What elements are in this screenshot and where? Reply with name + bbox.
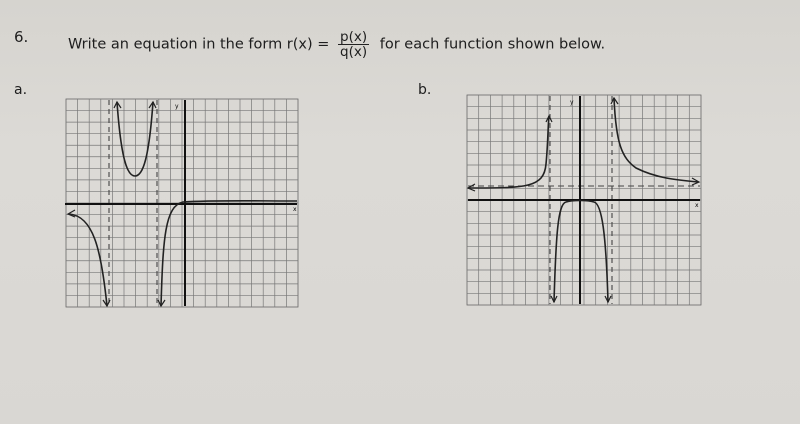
fraction-numerator: p(x) <box>340 29 368 45</box>
fraction-denominator: q(x) <box>340 44 368 61</box>
graph-b-y-label: y <box>570 99 574 106</box>
graph-a-y-label: y <box>175 103 179 110</box>
part-b-label: b. <box>418 82 432 98</box>
graph-b-curve-left <box>468 116 549 188</box>
graph-b-curve-right <box>614 98 698 182</box>
graph-a-x-label: x <box>293 206 297 213</box>
problem-number: 6. <box>14 28 29 46</box>
graph-b-x-label: x <box>695 202 699 209</box>
statement-text-before: Write an equation in the form r(x) = <box>68 36 330 53</box>
fraction <box>338 30 369 59</box>
graph-a-curve-middle <box>117 102 153 176</box>
statement-text-after: for each function shown below. <box>379 36 606 53</box>
graph-a <box>65 98 305 308</box>
problem-statement <box>68 30 605 59</box>
part-a-label: a. <box>14 82 28 98</box>
graph-a-curve-right <box>161 201 297 306</box>
graph-a-curve-left <box>69 214 107 306</box>
graph-b <box>466 94 704 306</box>
graph-a-arrow-left <box>68 210 75 217</box>
